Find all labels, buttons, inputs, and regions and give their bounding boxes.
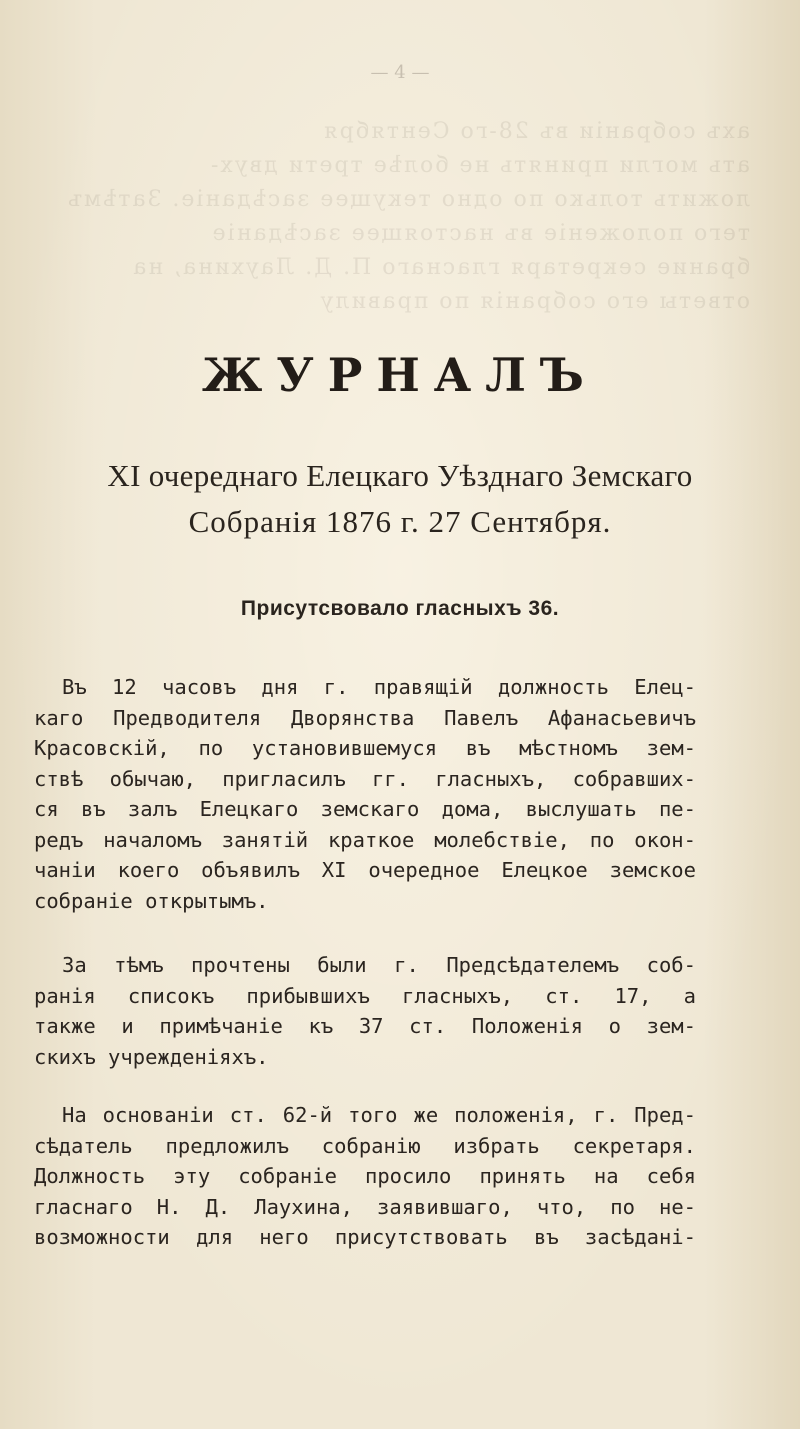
subtitle-line-2: Собранія 1876 г. 27 Сентября. (188, 504, 612, 539)
paragraph-line: также и примѣчаніе къ 37 ст. Положенія о зем- (34, 1014, 696, 1038)
bleed-through-line: брание секретаря гласнаго П. Д. Лаухина, на (131, 255, 750, 280)
paragraph-line: ся въ залъ Елецкаго земскаго дома, выслушать пе- (34, 797, 696, 821)
paragraph-line: На основаніи ст. 62-й того же положенія, г. Пред- (62, 1103, 696, 1127)
paragraph-opening (34, 672, 696, 916)
paragraph-line: Должность эту собраніе просило принять на себя (34, 1164, 696, 1188)
paragraph-line: собраніе открытымъ. (34, 888, 269, 913)
subtitle-line-1: XI очереднаго Елецкаго Уѣзднаго Земскаго (107, 458, 693, 493)
bleed-through-line: ложить только по одно текущее засѣданіе. Затѣмъ (65, 187, 750, 212)
paragraph-line: гласнаго Н. Д. Лаухина, заявившаго, что, по не- (34, 1194, 696, 1219)
page-number: — 4 — (370, 62, 430, 83)
paragraph-line: сѣдатель предложилъ собранію избрать секретаря. (34, 1133, 696, 1158)
paragraph-line: чаніи коего объявилъ XI очередное Елецкое земское (34, 858, 696, 882)
journal-title: ЖУРНАЛЪ (202, 348, 598, 402)
paragraph-line: Красовскій, по установившемуся въ мѣстномъ зем- (34, 736, 696, 760)
attendance-heading: Присутсвовало гласныхъ 36. (240, 597, 560, 620)
paragraph-line: каго Предводителя Дворянства Павелъ Афанасьевичъ (34, 705, 696, 730)
paragraph-line: Въ 12 часовъ дня г. правящій должность Елец- (62, 675, 696, 699)
paragraph-reading (34, 950, 696, 1072)
bleed-through-line: ответы его собранія по правилу (318, 289, 750, 314)
paragraph-line: скихъ учрежденіяхъ. (34, 1044, 269, 1069)
bleed-through-line: тего положеніе въ настоящее засѣданіе (210, 221, 750, 246)
paragraph-secretary (34, 1100, 696, 1253)
paragraph-line: ранія списокъ прибывшихъ гласныхъ, ст. 17, а (34, 983, 696, 1008)
bleed-through-line: ать могли принять не болѣе трети двух- (208, 153, 750, 178)
paragraph-line: За тѣмъ прочтены были г. Предсѣдателемъ соб- (62, 953, 696, 977)
paragraph-line: возможности для него присутствовать въ засѣдані- (34, 1225, 696, 1249)
paragraph-line: ствѣ обычаю, пригласилъ гг. гласныхъ, собравших- (34, 766, 696, 791)
bleed-through-line: ахъ собраніи въ 28-го Сентября (321, 119, 750, 144)
paragraph-line: редъ началомъ занятій краткое молебствіе, по окон- (34, 827, 696, 852)
